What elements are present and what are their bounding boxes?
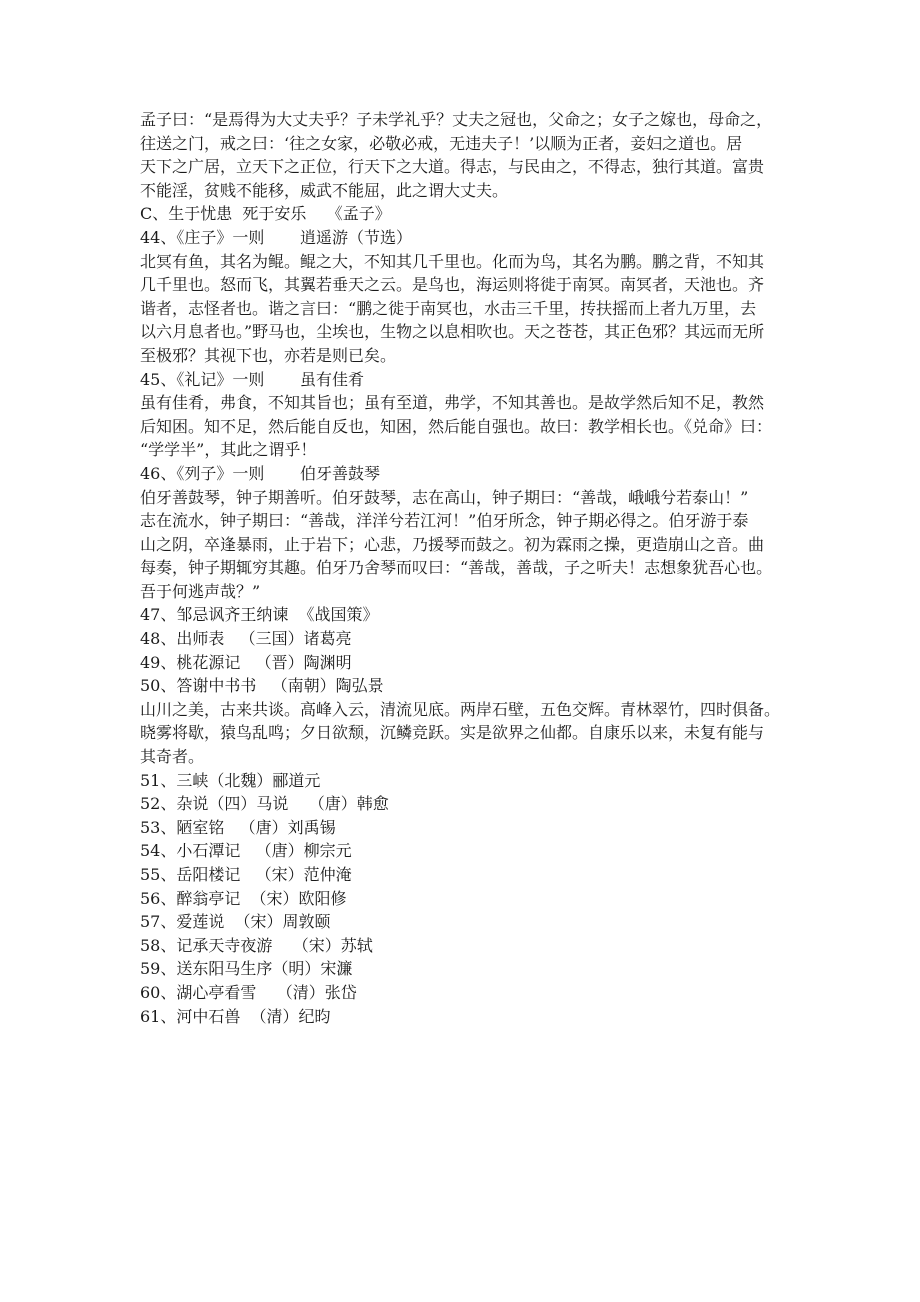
item-heading: 55、岳阳楼记 （宋）范仲淹 <box>140 865 352 884</box>
item-heading: 61、河中石兽 （清）纪昀 <box>140 1006 331 1026</box>
text-line: 山川之美，古来共谈。高峰入云，清流见底。两岸石壁，五色交辉。青林翠竹，四时俱备。 <box>140 699 781 719</box>
item-heading: 50、答谢中书书 （南朝）陶弘景 <box>140 676 384 696</box>
item-heading: 51、三峡（北魏）郦道元 <box>140 770 321 790</box>
item-heading: 49、桃花源记 （晋）陶渊明 <box>140 652 352 672</box>
text-line: 天下之广居，立天下之正位，行天下之大道。得志，与民由之，不得志，独行其道。富贵 <box>140 157 765 177</box>
item-heading: 52、杂说（四）马说 （唐）韩愈 <box>140 794 389 814</box>
item-heading: 44、《庄子》一则 逍遥游（节选） <box>140 227 412 247</box>
text-line: 志在流水，钟子期曰：“善哉，洋洋兮若江河！”伯牙所念，钟子期必得之。伯牙游于泰 <box>140 511 749 531</box>
item-heading: 56、醉翁亭记 （宋）欧阳修 <box>140 888 347 908</box>
text-line: 以六月息者也。”野马也，尘埃也，生物之以息相吹也。天之苍苍，其正色邪？其远而无所 <box>140 322 765 342</box>
text-line: 伯牙善鼓琴，钟子期善听。伯牙鼓琴，志在高山，钟子期曰：“善哉，峨峨兮若泰山！” <box>140 487 749 507</box>
item-heading: 60、湖心亭看雪 （清）张岱 <box>140 982 357 1002</box>
text-line: 晓雾将歇，猿鸟乱鸣；夕日欲颓，沉鳞竞跃。实是欲界之仙都。自康乐以来，未复有能与 <box>140 723 765 743</box>
section-heading: C、生于忧患 死于安乐 《孟子》 <box>140 204 391 224</box>
item-heading: 47、邹忌讽齐王纳谏 《战国策》 <box>140 605 379 625</box>
text-line: “学学半”，其此之谓乎！ <box>140 440 317 460</box>
text-line: 往送之门，戒之曰：‘往之女家，必敬必戒，无违夫子！’以顺为正者，妾妇之道也。居 <box>140 133 743 153</box>
text-line: 孟子曰：“是焉得为大丈夫乎？子未学礼乎？丈夫之冠也，父命之；女子之嫁也，母命之， <box>140 110 773 129</box>
text-line: 后知困。知不足，然后能自反也，知困，然后能自强也。故曰：教学相长也。《兑命》曰： <box>140 416 773 436</box>
item-heading: 58、记承天寺夜游 （宋）苏轼 <box>140 935 373 955</box>
text-line: 不能淫，贫贱不能移，威武不能屈，此之谓大丈夫。 <box>140 180 509 200</box>
text-line: 虽有佳肴，弗食，不知其旨也；虽有至道，弗学，不知其善也。是故学然后知不足，教然 <box>140 393 765 413</box>
item-heading: 57、爱莲说 （宋）周敦颐 <box>140 912 331 932</box>
item-heading: 54、小石潭记 （唐）柳宗元 <box>140 841 352 861</box>
item-heading: 46、《列子》一则 伯牙善鼓琴 <box>140 463 380 483</box>
item-heading: 48、出师表 （三国）诸葛亮 <box>140 629 352 649</box>
item-heading: 53、陋室铭 （唐）刘禹锡 <box>140 817 336 837</box>
text-line: 几千里也。怒而飞，其翼若垂天之云。是鸟也，海运则将徙于南冥。南冥者，天池也。齐 <box>140 275 765 295</box>
text-line: 北冥有鱼，其名为鲲。鲲之大，不知其几千里也。化而为鸟，其名为鹏。鹏之背，不知其 <box>140 251 765 271</box>
text-line: 谐者，志怪者也。谐之言曰：“鹏之徙于南冥也，水击三千里，抟扶摇而上者九万里，去 <box>140 298 757 318</box>
document-page <box>140 108 790 1028</box>
text-line: 每奏，钟子期辄穷其趣。伯牙乃舍琴而叹曰：“善哉，善哉，子之听夫！志想象犹吾心也。 <box>140 558 773 578</box>
item-heading: 59、送东阳马生序（明）宋濂 <box>140 959 353 979</box>
text-line: 吾于何逃声哉？” <box>140 581 261 601</box>
text-line: 山之阴，卒逢暴雨，止于岩下；心悲，乃援琴而鼓之。初为霖雨之操，更造崩山之音。曲 <box>140 534 765 554</box>
text-line: 至极邪？其视下也，亦若是则已矣。 <box>140 345 397 365</box>
text-line: 其奇者。 <box>140 747 205 767</box>
item-heading: 45、《礼记》一则 虽有佳肴 <box>140 369 364 389</box>
